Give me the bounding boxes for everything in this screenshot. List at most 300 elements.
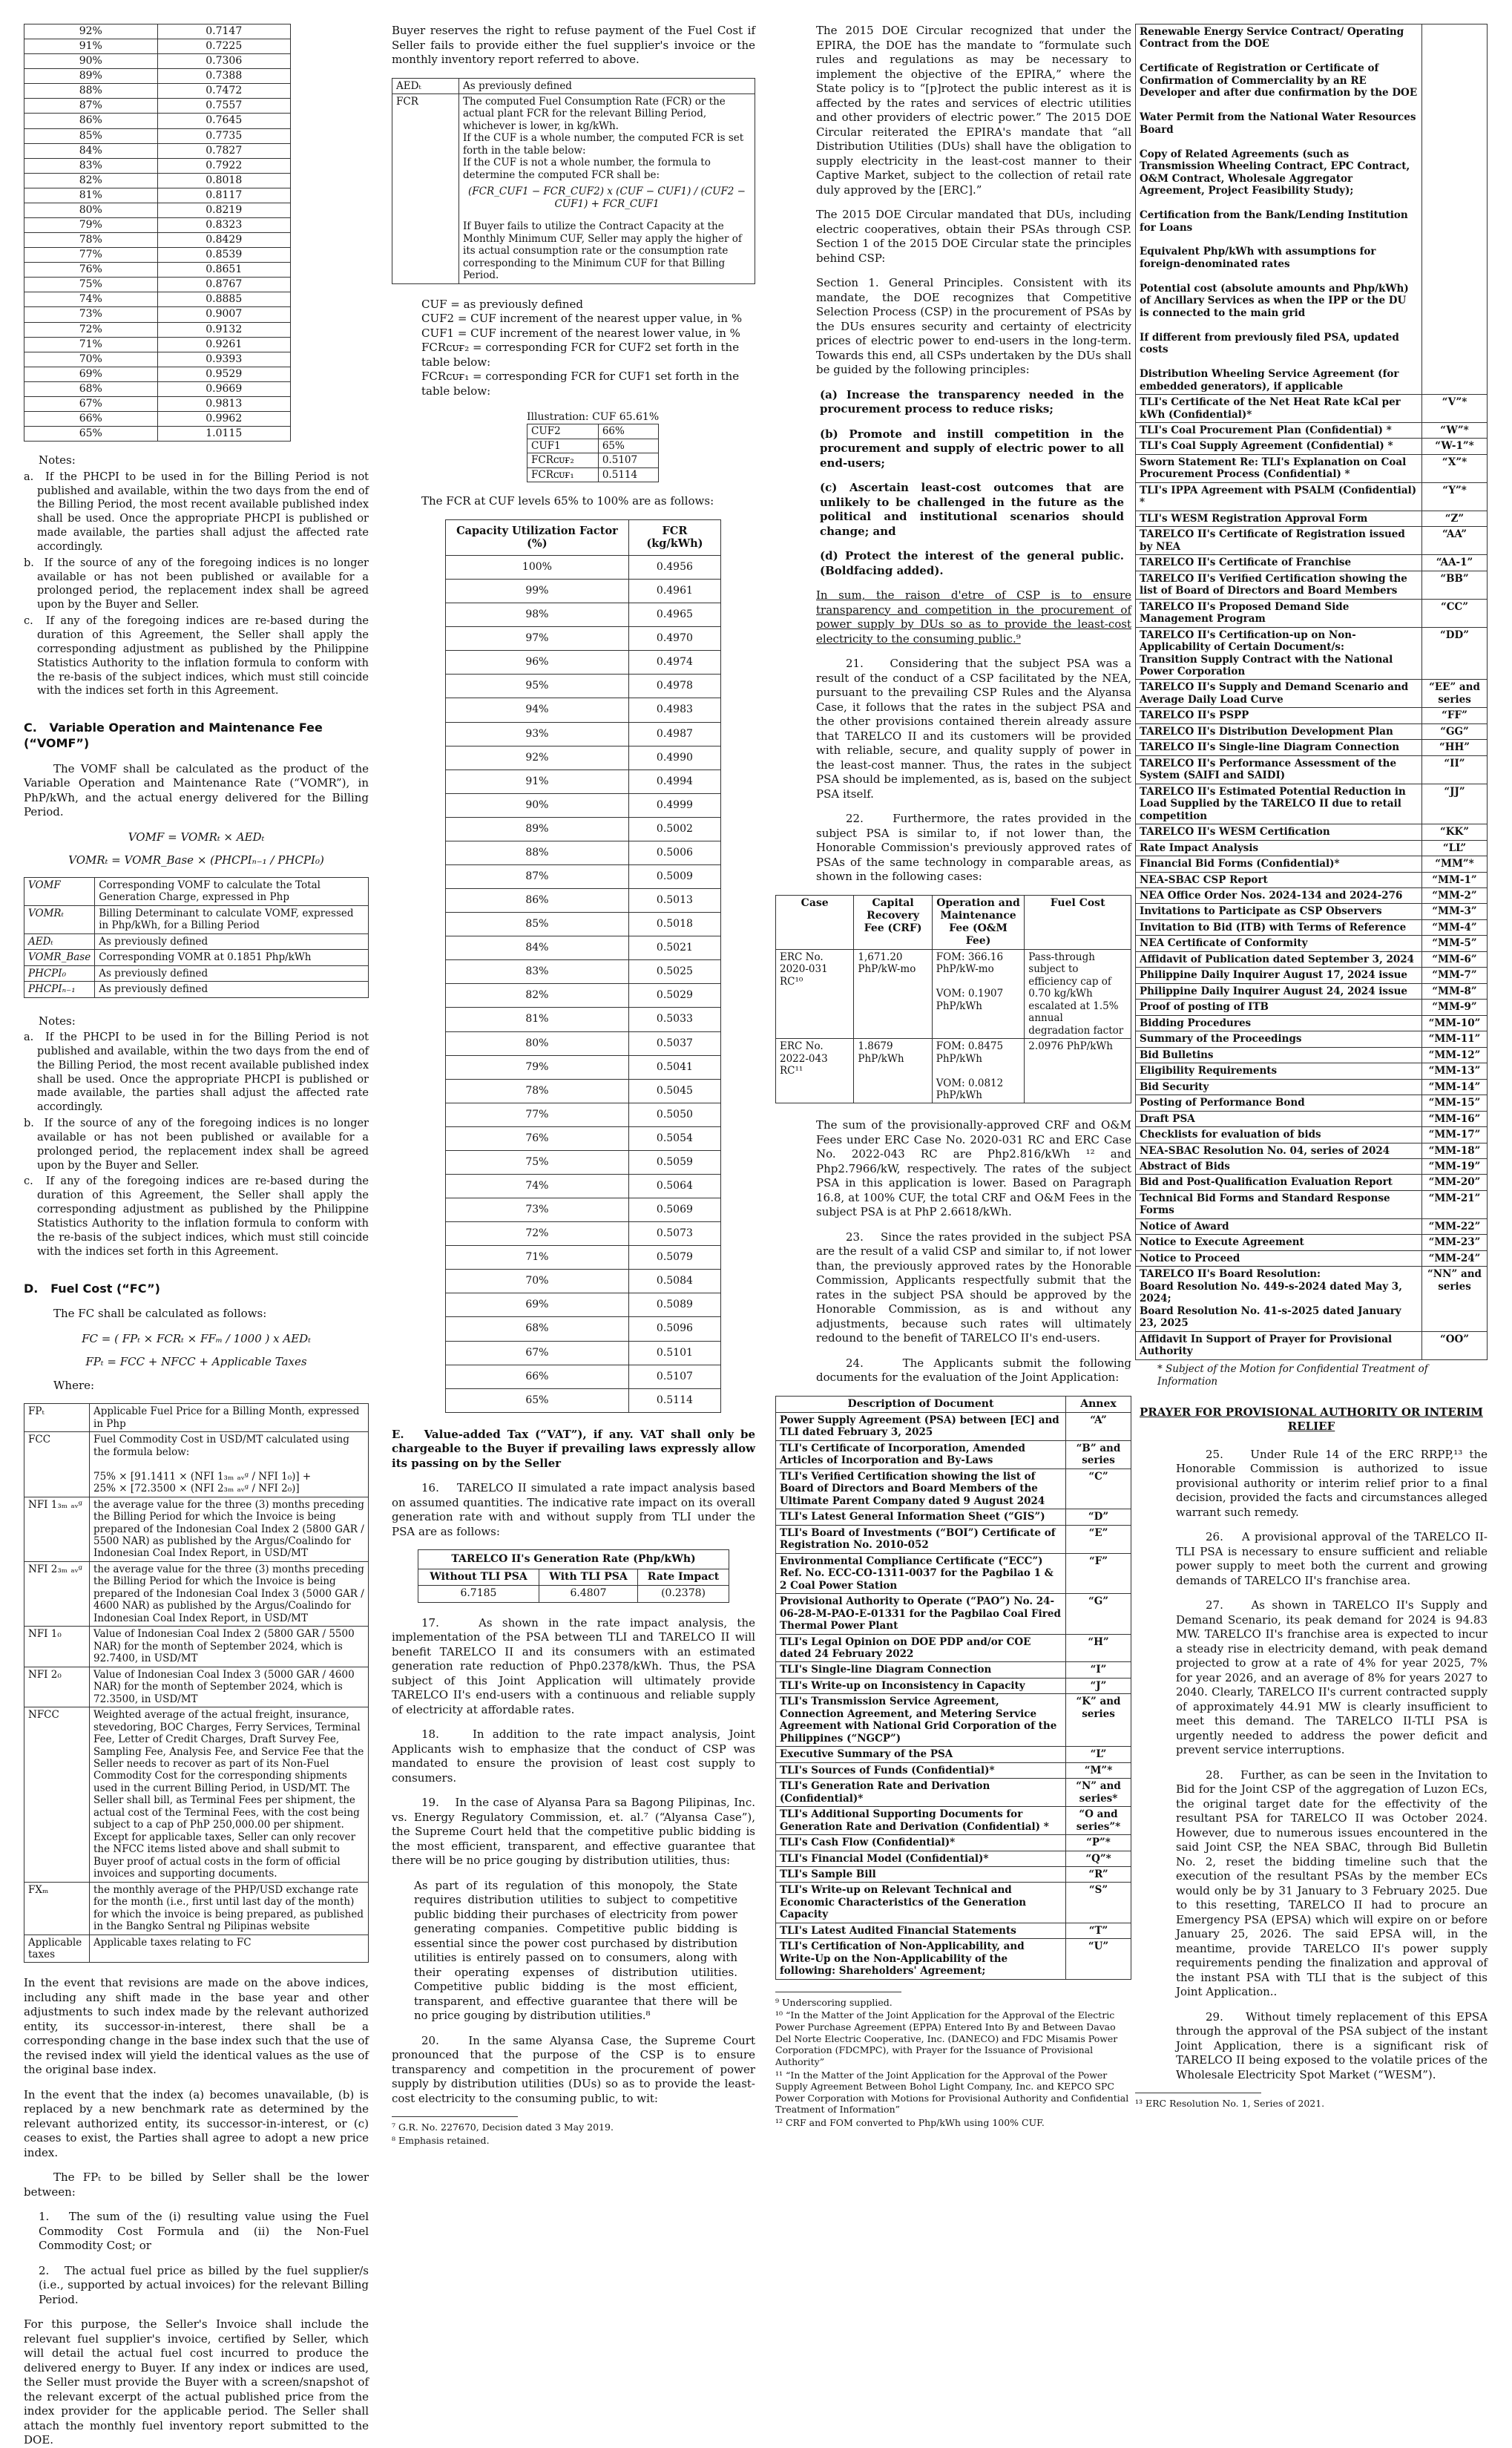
document-annex: “K” and series	[1066, 1694, 1131, 1747]
fcr-row	[446, 1031, 721, 1055]
paragraph-19: 19. In the case of Alyansa Para sa Bagong Pilipinas, Inc. vs. Energy Regulatory Commission, et. al.⁷ (“Alyansa Case”), the Supreme Court held that the competitive public bidding is the most efficient, transparent, and effective guarantee that there will be no price gouging by distribution utilities, thus:	[392, 1796, 755, 1868]
document-row	[1136, 1031, 1488, 1047]
document-annex: “GG”	[1422, 723, 1488, 739]
document-row	[1136, 1175, 1488, 1190]
document-description: Notice to Proceed	[1136, 1250, 1422, 1266]
note-a: a. If the PHCPI to be used in for the Billing Period is not published and available, within the two days from the end of the Billing Period, the most recent available published index shall be used. Once the appropriate PHCPI is published or made available, the parties shall adjust the affected rate accordingly.	[24, 470, 369, 553]
note-b: b. If the source of any of the foregoing indices is no longer available or has not been published or available for a prolonged period, the replacement index shall be agreed upon by the Buyer and Seller.	[24, 1118, 369, 1172]
document-row	[776, 1469, 1131, 1509]
document-annex: “H”	[1066, 1634, 1131, 1662]
fuel-def-row	[24, 1935, 369, 1963]
document-annex: “Q”*	[1066, 1851, 1131, 1866]
illustration-key: CUF1	[527, 439, 599, 453]
document-description: TLI's Coal Procurement Plan (Confidential) *	[1136, 423, 1422, 439]
cpi-index-table	[24, 24, 291, 442]
cpi-value: 0.9007	[157, 307, 291, 322]
document-description: Provisional Authority to Operate (“PAO”) No. 24-06-28-M-PAO-E-01331 for the Pagbilao Coal Fired Thermal Power Plant	[776, 1594, 1066, 1634]
fcr-row	[446, 746, 721, 769]
fcr-cuf: 86%	[446, 889, 629, 913]
document-description: Checklists for evaluation of bids	[1136, 1127, 1422, 1143]
fcr-cuf: 80%	[446, 1031, 629, 1055]
document-row	[1136, 1267, 1488, 1331]
cpi-value: 0.8885	[157, 292, 291, 307]
paragraph-27: 27. As shown in TARELCO II's Supply and Demand Scenario, its peak demand for 2024 is 94.83 MW. TARELCO II's franchise area is expected to incur a steady rise in electricity demand, with peak demand projected to grow at a rate of 4% for year 2025, 7% for year 2026, and an average of 8% for years 2027 to 2040. Clearly, TARELCO II's current contracted supply of approximately 44.91 MW is clearly insufficient to meet this demand. The TARELCO II-TLI PSA is urgently needed to address the power deficit and prevent service interruptions.	[1176, 1598, 1488, 1757]
document-description: TARELCO II's Verified Certification showing the list of Board of Directors and Board Members	[1136, 571, 1422, 599]
footnote-10: ¹⁰ “In the Matter of the Joint Application for the Approval of the Electric Power Purchase Agreement (EPPA) Entered Into By and Between Davao Del Norte Electric Cooperative, Inc. (DANECO) and FDC Misamis Power Corporation (FDCMPC), with Prayer for the Issuance of Provisional Authority”	[775, 2009, 1118, 2067]
fcr-row	[446, 1079, 721, 1103]
principle-c: (c) Ascertain least-cost outcomes that are unlikely to be challenged in the future as the political and institutional scenarios should change; and	[820, 481, 1124, 538]
footnote-8: ⁸ Emphasis retained.	[392, 2134, 490, 2146]
cpi-value: 0.9813	[157, 396, 291, 411]
buyer-reserves-paragraph: Buyer reserves the right to refuse payment of the Fuel Cost if Seller fails to provide either the fuel supplier's invoice or the monthly inventory report referred to above.	[392, 24, 755, 66]
cpi-percent: 70%	[24, 352, 158, 367]
document-row	[776, 1440, 1131, 1469]
document-row	[1136, 708, 1488, 723]
fcr-value: 0.5114	[628, 1388, 720, 1412]
cuf-definition-line: CUF = as previously defined	[421, 297, 584, 311]
document-row	[776, 1509, 1131, 1525]
cpi-percent: 71%	[24, 337, 158, 352]
fcr-cuf: 91%	[446, 769, 629, 793]
document-row	[1136, 511, 1488, 526]
document-description: Power Supply Agreement (PSA) between [EC] and TLI dated February 3, 2025	[776, 1413, 1066, 1441]
fuel-def-row	[24, 1404, 369, 1432]
document-row	[1136, 627, 1488, 680]
fcr-value: 0.4956	[628, 555, 720, 579]
illustration-value: 65%	[598, 439, 658, 453]
comparison-header: Capital Recovery Fee (CRF)	[854, 895, 932, 949]
document-annex: “CC”	[1422, 599, 1488, 627]
document-row	[1136, 856, 1488, 872]
comparison-row	[776, 1039, 1131, 1103]
fcr-row	[446, 580, 721, 603]
fcr-cuf: 75%	[446, 1150, 629, 1174]
footnote-9: ⁹ Underscoring supplied.	[775, 1996, 893, 2008]
vomf-def-row	[24, 933, 369, 949]
document-row	[776, 1747, 1131, 1762]
document-row	[1136, 1127, 1488, 1143]
fcr-cuf: 78%	[446, 1079, 629, 1103]
document-annex: “DD”	[1422, 627, 1488, 680]
fcr-row	[446, 698, 721, 722]
fuel-cost-heading: D. Fuel Cost (“FC”)	[24, 1281, 160, 1296]
fcr-value: 0.5029	[628, 984, 720, 1008]
illustration-row	[527, 453, 659, 467]
fuel-def-row	[24, 1707, 369, 1883]
vomf-intro: The VOMF shall be calculated as the product of the Variable Operation and Maintenance Rate (“VOMR”), in PhP/kWh, and the actual energy delivered for the Billing Period.	[24, 761, 369, 819]
footnote-13: ¹³ ERC Resolution No. 1, Series of 2021.	[1135, 2098, 1325, 2110]
comparison-row	[776, 949, 1131, 1038]
fcr-definition-table	[392, 78, 755, 284]
document-annex: “MM-11”	[1422, 1031, 1488, 1047]
cpi-value: 0.7472	[157, 84, 291, 99]
illustration-row	[527, 439, 659, 453]
document-annex: “L”	[1066, 1747, 1131, 1762]
illustration-key: CUF2	[527, 424, 599, 439]
document-description: Eligibility Requirements	[1136, 1063, 1422, 1079]
document-annex: “C”	[1066, 1469, 1131, 1509]
document-description: Renewable Energy Service Contract/ Operating Contract from the DOE Certificate of Registration or Certificate of Confirmation of Commerciality by an RE Developer and after due confirmation by the DOE Water Permit from the National Water Resources Board Copy of Related Agreements (such as Transmission Wheeling Contract, EPC Contract, O&M Contract, Wholesale Aggregator Agreement, Project Feasibility Study); Certification from the Bank/Lending Institution for Loans Equivalent Php/kWh with assumptions for foreign-denominated rates Potential cost (absolute amounts and Php/kWh) of Ancillary Services as when the IPP or the DU is connected to the main grid If different from previously filed PSA, updated costs Distribution Wheeling Service Agreement (for embedded generators), if applicable	[1136, 24, 1422, 395]
fcr-value: 0.5002	[628, 817, 720, 841]
document-annex: “OO”	[1422, 1331, 1488, 1359]
document-description: TLI's Write-up on Relevant Technical and Economic Characteristics of the Generation Capacity	[776, 1883, 1066, 1923]
document-annex: “S”	[1066, 1883, 1131, 1923]
vomf-def-row	[24, 982, 369, 997]
document-annex: “E”	[1066, 1525, 1131, 1553]
document-row	[1136, 1079, 1488, 1095]
document-row	[1136, 1331, 1488, 1359]
footnote-7: ⁷ G.R. No. 227670, Decision dated 3 May 2019.	[392, 2122, 614, 2133]
document-description: Bid Security	[1136, 1079, 1422, 1095]
document-description: Financial Bid Forms (Confidential)*	[1136, 856, 1422, 872]
illustration-key: FCRᴄᴜғ₂	[527, 453, 599, 467]
rate-impact-value: (0.2378)	[638, 1586, 729, 1602]
fcr-row	[446, 555, 721, 579]
cpi-percent: 89%	[24, 69, 158, 84]
column-3	[775, 24, 1131, 2213]
document-description: TLI's Latest Audited Financial Statements	[776, 1923, 1066, 1938]
paragraph-25: 25. Under Rule 14 of the ERC RRPP,¹³ the Honorable Commission is authorized to issue provisional authority or interim relief prior to a final decision, provided the facts and circumstances alleged warrant such remedy.	[1176, 1447, 1488, 1519]
fuel-definitions-table	[24, 1403, 369, 1963]
document-annex: “KK”	[1422, 824, 1488, 840]
document-description: Abstract of Bids	[1136, 1158, 1422, 1174]
document-description: Environmental Compliance Certificate (“ECC”) Ref. No. ECC-CO-1311-0037 for the Pagbilao 1 & 2 Coal Power Station	[776, 1553, 1066, 1593]
fcr-cuf: 88%	[446, 841, 629, 864]
document-annex	[1422, 24, 1488, 395]
cpi-value: 0.8651	[157, 263, 291, 278]
fcr-row	[446, 1175, 721, 1198]
fcr-row	[446, 1341, 721, 1365]
crf-cell: 1,671.20 PhP/kW-mo	[854, 949, 932, 1038]
document-description: NEA Office Order Nos. 2024-134 and 2024-276	[1136, 888, 1422, 904]
document-annex: “A”	[1066, 1413, 1131, 1441]
notes-block-1	[24, 453, 369, 698]
cuf-definition-line: FCRᴄᴜғ₂ = corresponding FCR for CUF2 set forth in the table below:	[421, 341, 740, 369]
cpi-percent: 80%	[24, 203, 158, 217]
fcr-value: 0.5089	[628, 1293, 720, 1317]
fuel-cost-cell: Pass-through subject to efficiency cap of 0.70 kg/kWh escalated at 1.5% annual degradation factor	[1025, 949, 1131, 1038]
document-annex: “MM-9”	[1422, 1000, 1488, 1015]
vomf-def-value: Corresponding VOMR at 0.1851 Php/kWh	[95, 950, 369, 965]
document-annex: “B” and series	[1066, 1440, 1131, 1469]
fcr-row	[446, 1270, 721, 1293]
document-row	[1136, 1143, 1488, 1158]
raison-detre-paragraph: In sum, the raison d'etre of CSP is to ensure transparency and competition in the procurement of power supply by DUs so as to provide the least-cost electricity to the consuming public.⁹	[816, 588, 1131, 646]
document-description: Philippine Daily Inquirer August 24, 2024 issue	[1136, 983, 1422, 999]
fcr-key: FCR	[392, 93, 459, 283]
document-description: TARELCO II's Single-line Diagram Connection	[1136, 740, 1422, 755]
fuel-def-row	[24, 1432, 369, 1497]
document-annex: “MM-14”	[1422, 1079, 1488, 1095]
illustration-key: FCRᴄᴜғ₁	[527, 467, 599, 482]
fcr-cuf: 71%	[446, 1246, 629, 1270]
fcr-row	[446, 1293, 721, 1317]
fcr-cuf: 97%	[446, 627, 629, 651]
rate-impact-header: Rate Impact	[638, 1569, 729, 1586]
paragraph-18: 18. In addition to the rate impact analysis, Joint Applicants wish to emphasize that the conduct of CSP was mandated to ensure the provision of least cost supply to consumers.	[392, 1727, 755, 1785]
cpi-percent: 91%	[24, 39, 158, 54]
fuel-def-value: Value of Indonesian Coal Index 2 (5800 GAR / 5500 NAR) for the month of September 2024, which is 92.7400, in USD/MT	[90, 1627, 369, 1667]
document-annex: “FF”	[1422, 708, 1488, 723]
cuf-definition-line: CUF1 = CUF increment of the nearest lower value, in %	[421, 326, 740, 340]
document-annex: “NN” and series	[1422, 1267, 1488, 1331]
document-description: TLI's Generation Rate and Derivation (Confidential)*	[776, 1779, 1066, 1807]
fcr-value: 0.5018	[628, 913, 720, 936]
document-annex: “M”*	[1066, 1762, 1131, 1778]
illustration-value: 66%	[598, 424, 658, 439]
document-row	[776, 1594, 1131, 1634]
vomf-def-value: Billing Determinant to calculate VOMF, expressed in Php/kWh, for a Billing Period	[95, 905, 369, 933]
document-row	[1136, 824, 1488, 840]
fuel-def-row	[24, 1561, 369, 1626]
vomf-def-value: As previously defined	[95, 982, 369, 997]
cpi-row	[24, 114, 291, 128]
document-row	[1136, 919, 1488, 935]
fcr-cuf: 89%	[446, 817, 629, 841]
fuel-def-row	[24, 1882, 369, 1935]
prayer-heading: PRAYER FOR PROVISIONAL AUTHORITY OR INTERIM RELIEF	[1140, 1405, 1483, 1434]
document-row	[1136, 983, 1488, 999]
document-annex: “J”	[1066, 1678, 1131, 1693]
document-description: TLI's WESM Registration Approval Form	[1136, 511, 1422, 526]
document-description: TARELCO II's Board Resolution: Board Resolution No. 449-s-2024 dated May 3, 2024; Board Resolution No. 41-s-2025 dated January 23, 2025	[1136, 1267, 1422, 1331]
cpi-value: 0.9669	[157, 381, 291, 396]
fcr-cuf: 66%	[446, 1365, 629, 1388]
vomf-def-key: PHCPI₀	[24, 965, 95, 981]
cpi-value: 0.9962	[157, 412, 291, 427]
fcr-value: 0.5059	[628, 1150, 720, 1174]
fcr-value: 0.4961	[628, 580, 720, 603]
document-description: TLI's Sample Bill	[776, 1867, 1066, 1883]
fuel-def-key: Applicable taxes	[24, 1935, 90, 1963]
document-annex: “MM-23”	[1422, 1235, 1488, 1250]
vomf-def-row	[24, 877, 369, 905]
principle-b: (b) Promote and instill competition in the procurement and supply of electric power to all end-users;	[820, 427, 1124, 470]
document-description: TLI's Certificate of Incorporation, Amended Articles of Incorporation and By-Laws	[776, 1440, 1066, 1469]
document-description: TARELCO II's WESM Certification	[1136, 824, 1422, 840]
document-description: TLI's Legal Opinion on DOE PDP and/or COE dated 24 February 2022	[776, 1634, 1066, 1662]
fcr-formula: (FCR_CUF1 − FCR_CUF2) x (CUF − CUF1) / (CUF2 − CUF1) + FCR_CUF1	[468, 186, 746, 210]
document-description: Affidavit of Publication dated September 3, 2024	[1136, 951, 1422, 967]
cpi-percent: 83%	[24, 158, 158, 173]
fcr-row	[446, 1103, 721, 1126]
illustration-title: Illustration: CUF 65.61%	[527, 411, 660, 424]
document-description: TLI's IPPA Agreement with PSALM (Confidential) *	[1136, 482, 1422, 511]
fuel-def-key: FCC	[24, 1432, 90, 1497]
comparison-header: Case	[776, 895, 854, 949]
fuel-def-value: Value of Indonesian Coal Index 3 (5000 GAR / 4600 NAR) for the month of September 2024, which is 72.3500, in USD/MT	[90, 1667, 369, 1707]
cpi-row	[24, 233, 291, 248]
fcr-value	[459, 93, 755, 283]
cuf-definition-line: CUF2 = CUF increment of the nearest upper value, in %	[421, 312, 743, 326]
cpi-row	[24, 158, 291, 173]
cpi-value: 0.8219	[157, 203, 291, 217]
fuel-list-2: 2. The actual fuel price as billed by the fuel supplier/s (i.e., supported by actual invoices) for the relevant Billing Period.	[39, 2263, 369, 2306]
document-row	[776, 1553, 1131, 1593]
document-description: TLI's Sources of Funds (Confidential)*	[776, 1762, 1066, 1778]
cpi-value: 0.9393	[157, 352, 291, 367]
document-description: TLI's Transmission Service Agreement, Connection Agreement, and Metering Service Agreement with National Grid Corporation of the Philippines (“NGCP”)	[776, 1694, 1066, 1747]
document-description: TLI's Board of Investments (“BOI”) Certificate of Registration No. 2010-052	[776, 1525, 1066, 1553]
vomf-equation-2: VOMRₜ = VOMR_Base × (PHCPIₙ₋₁ / PHCPI₀)	[68, 853, 324, 867]
fuel-def-value: Weighted average of the actual freight, insurance, stevedoring, BOC Charges, Ferry Services, Terminal Fee, Letter of Credit Charges, Draft Survey Fee, Sampling Fee, Analysis Fee, and Service Fee that the Seller needs to recover as part of its Non-Fuel Commodity Cost for the corresponding shipments used in the current Billing Period, in USD/MT. The Seller shall bill, as Terminal Fees per shipment, the actual cost of the Terminal Fees, with the cost being subject to a cap of PhP 250,000.00 per shipment. Except for applicable taxes, Seller can only recover the NFCC items listed above and shall submit to Buyer proof of actual costs in the form of official invoices and supporting documents.	[90, 1707, 369, 1883]
fcr-value: 0.5033	[628, 1008, 720, 1031]
document-annex: “X”*	[1422, 454, 1488, 482]
cuf-definitions	[421, 298, 755, 399]
document-description: Sworn Statement Re: TLI's Explanation on Coal Procurement Process (Confidential) *	[1136, 454, 1422, 482]
fcr-value: 0.4987	[628, 722, 720, 746]
fcr-cuf: 99%	[446, 580, 629, 603]
fuel-list-1: 1. The sum of the (i) resulting value using the Fuel Commodity Cost Formula and (ii) the Non-Fuel Commodity Cost; or	[39, 2210, 369, 2253]
fcr-value: 0.4990	[628, 746, 720, 769]
document-description: Rate Impact Analysis	[1136, 840, 1422, 856]
fuel-def-value: Applicable Fuel Price for a Billing Month, expressed in Php	[90, 1404, 369, 1432]
rate-impact-value: 6.7185	[418, 1586, 539, 1602]
document-annex: “MM-17”	[1422, 1127, 1488, 1143]
fuel-def-row	[24, 1627, 369, 1667]
fcr-cuf: 93%	[446, 722, 629, 746]
document-annex: “I”	[1066, 1662, 1131, 1678]
document-description: TLI's Coal Supply Agreement (Confidential) *	[1136, 439, 1422, 454]
document-row	[776, 1634, 1131, 1662]
footnote-rule	[392, 2116, 518, 2117]
document-annex: “AA-1”	[1422, 555, 1488, 571]
document-description: TARELCO II's Performance Assessment of the System (SAIFI and SAIDI)	[1136, 755, 1422, 784]
vat-paragraph: E. Value-added Tax (“VAT”), if any. VAT shall only be chargeable to the Buyer if prevailing laws expressly allow its passing on by the Seller	[392, 1427, 755, 1470]
fcr-value: 0.5101	[628, 1341, 720, 1365]
section-1-paragraph: Section 1. General Principles. Consistent with its mandate, the DOE recognizes that Competitive Selection Process (CSP) in the procurement of PSAs by the DUs ensures security and certainty of electricity prices of electric power to end-users in the long-term. Towards this end, all CSPs undertaken by the DUs shall be guided by the following principles:	[816, 276, 1131, 376]
fcr-cuf: 72%	[446, 1222, 629, 1246]
document-row	[1136, 740, 1488, 755]
fcr-row	[446, 864, 721, 888]
fcr-value: 0.4994	[628, 769, 720, 793]
document-annex: “MM-15”	[1422, 1095, 1488, 1111]
cpi-row	[24, 396, 291, 411]
rate-impact-title: TARELCO II's Generation Rate (Php/kWh)	[418, 1550, 729, 1569]
document-description: TLI's Write-up on Inconsistency in Capacity	[776, 1678, 1066, 1693]
om-fee-cell: FOM: 0.8475 PhP/kWh VOM: 0.0812 PhP/kWh	[932, 1039, 1025, 1103]
document-annex: “V”*	[1422, 395, 1488, 423]
document-row	[1136, 1218, 1488, 1234]
document-annex: “G”	[1066, 1594, 1131, 1634]
fcr-cuf: 73%	[446, 1198, 629, 1222]
document-annex: “MM-24”	[1422, 1250, 1488, 1266]
cpi-percent: 79%	[24, 218, 158, 233]
paragraph-24: 24. The Applicants submit the following documents for the evaluation of the Joint Application:	[816, 1356, 1131, 1385]
document-annex: “R”	[1066, 1867, 1131, 1883]
cpi-percent: 76%	[24, 263, 158, 278]
document-description: Draft PSA	[1136, 1111, 1422, 1126]
notes-label: Notes:	[39, 453, 76, 467]
document-row	[1136, 1158, 1488, 1174]
illustration-value: 0.5107	[598, 453, 658, 467]
fcr-row	[446, 889, 721, 913]
document-row	[1136, 1111, 1488, 1126]
illustration-row	[527, 467, 659, 482]
fcr-row	[446, 1365, 721, 1388]
fuel-paragraph-1: In the event that revisions are made on the above indices, including any shift made in the base year and other adjustments to such index made by the relevant authorized entity, its successor-in-interest, there shall be a corresponding change in the base index such that the use of the revised index will yield the identical values as the use of the original base index.	[24, 1976, 369, 2077]
document-description: TARELCO II's Certificate of Franchise	[1136, 555, 1422, 571]
paragraph-22b: The sum of the provisionally-approved CRF and O&M Fees under ERC Case No. 2020-031 RC and ERC Case No. 2022-043 RC are Php2.816/kWh ¹² and Php2.7966/kW, respectively. The rates of the subject PSA in this application is lower. Based on Paragraph 16.8, at 100% CUF, the total CRF and O&M Fees in the subject PSA is at PhP 2.6618/kWh.	[816, 1118, 1131, 1219]
document-description: Bid Bulletins	[1136, 1047, 1422, 1063]
fcr-row	[446, 960, 721, 984]
cpi-row	[24, 203, 291, 217]
document-description: TLI's Certificate of the Net Heat Rate kCal per kWh (Confidential)*	[1136, 395, 1422, 423]
cpi-value: 0.7225	[157, 39, 291, 54]
document-row	[776, 1413, 1131, 1441]
cpi-percent: 72%	[24, 322, 158, 337]
documents-header: Annex	[1066, 1396, 1131, 1412]
document-annex: “MM-7”	[1422, 968, 1488, 983]
fuel-def-value: Applicable taxes relating to FC	[90, 1935, 369, 1963]
fcr-value: 0.5064	[628, 1175, 720, 1198]
cpi-row	[24, 278, 291, 292]
paragraph-22: 22. Furthermore, the rates provided in the subject PSA is similar to, if not lower than, the Honorable Commission's previously approved rates of PSAs of the same technology in comparable areas, as shown in the following cases:	[816, 812, 1131, 883]
document-row	[1136, 888, 1488, 904]
document-annex: “MM-3”	[1422, 904, 1488, 919]
fcr-value: 0.5006	[628, 841, 720, 864]
document-row	[1136, 936, 1488, 951]
fcr-header-fcr: FCR (kg/kWh)	[628, 519, 720, 555]
document-description: Invitation to Bid (ITB) with Terms of Reference	[1136, 919, 1422, 935]
document-description: Bid and Post-Qualification Evaluation Report	[1136, 1175, 1422, 1190]
om-fee-cell: FOM: 366.16 PhP/kW-mo VOM: 0.1907 PhP/kWh	[932, 949, 1025, 1038]
vomf-def-value: As previously defined	[95, 933, 369, 949]
document-annex: “II”	[1422, 755, 1488, 784]
fcr-value: 0.5079	[628, 1246, 720, 1270]
vomf-equation-1: VOMF = VOMRₜ × AEDₜ	[128, 830, 265, 844]
cpi-percent: 88%	[24, 84, 158, 99]
document-row	[1136, 755, 1488, 784]
fuel-def-value: the monthly average of the PHP/USD exchange rate for the month (i.e., first until last day of the month) for which the invoice is being prepared, as published in the Bangko Sentral ng Pilipinas website	[90, 1882, 369, 1935]
fcr-cuf: 90%	[446, 793, 629, 817]
document-description: Proof of posting of ITB	[1136, 1000, 1422, 1015]
document-annex: “MM-22”	[1422, 1218, 1488, 1234]
cpi-value: 0.8117	[157, 188, 291, 203]
document-row	[1136, 904, 1488, 919]
document-description: TARELCO II's Proposed Demand Side Management Program	[1136, 599, 1422, 627]
cpi-value: 0.7557	[157, 99, 291, 114]
fcr-value: 0.5045	[628, 1079, 720, 1103]
fcr-value: 0.5069	[628, 1198, 720, 1222]
document-description: NEA Certificate of Conformity	[1136, 936, 1422, 951]
fcr-value: 0.5050	[628, 1103, 720, 1126]
fcr-text-3: If the CUF is not a whole number, the formula to determine the computed FCR shall be:	[463, 157, 711, 181]
fcr-row	[446, 627, 721, 651]
cpi-row	[24, 84, 291, 99]
document-annex: “MM-2”	[1422, 888, 1488, 904]
fcr-row	[446, 769, 721, 793]
vomf-definitions-table	[24, 877, 369, 998]
document-annex: “MM-21”	[1422, 1190, 1488, 1218]
cpi-row	[24, 367, 291, 381]
cpi-row	[24, 54, 291, 69]
document-row	[776, 1779, 1131, 1807]
illustration-table	[527, 424, 659, 482]
document-annex: “Y”*	[1422, 482, 1488, 511]
fcr-value: 0.5107	[628, 1365, 720, 1388]
cpi-percent: 84%	[24, 143, 158, 158]
cpi-row	[24, 69, 291, 84]
document-description: Affidavit In Support of Prayer for Provisional Authority	[1136, 1331, 1422, 1359]
document-description: TLI's Single-line Diagram Connection	[776, 1662, 1066, 1678]
cpi-value: 0.9132	[157, 322, 291, 337]
cpi-percent: 65%	[24, 427, 158, 442]
notes-label: Notes:	[39, 1014, 76, 1028]
cpi-percent: 68%	[24, 381, 158, 396]
aed-value: As previously defined	[459, 78, 755, 93]
vomf-def-row	[24, 905, 369, 933]
